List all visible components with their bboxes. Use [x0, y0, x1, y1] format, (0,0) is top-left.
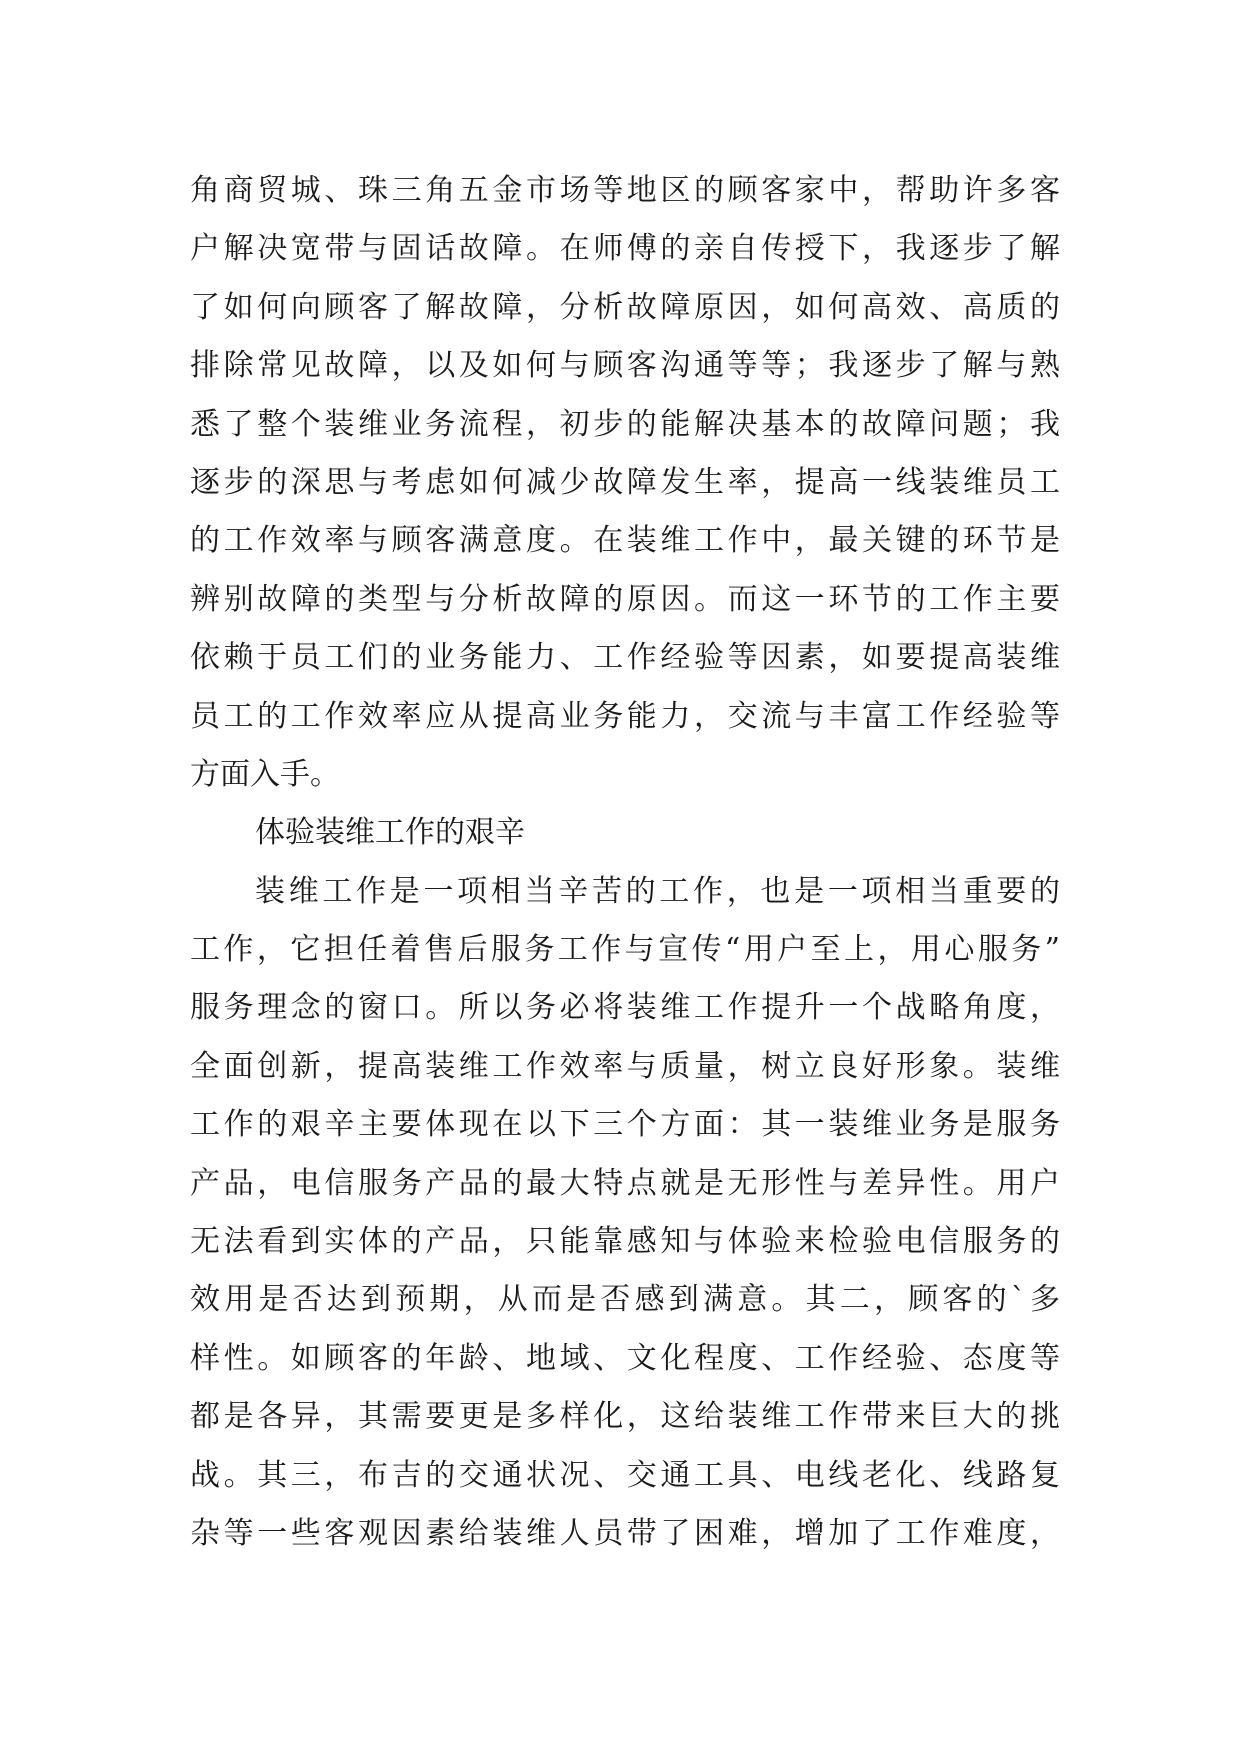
text-line: 杂等一些客观因素给装维人员带了困难，增加了工作难度，: [190, 1515, 1060, 1551]
text-line: 全面创新，提高装维工作效率与质量，树立良好形象。装维: [190, 1048, 1060, 1084]
text-line: 工作的艰辛主要体现在以下三个方面：其一装维业务是服务: [190, 1107, 1060, 1143]
text-line: 了如何向顾客了解故障，分析故障原因，如何高效、高质的: [190, 289, 1060, 325]
text-line: 逐步的深思与考虑如何减少故障发生率，提高一线装维员工: [190, 464, 1060, 500]
text-line: 角商贸城、珠三角五金市场等地区的顾客家中，帮助许多客: [190, 173, 1060, 208]
text-line: 工作，它担任着售后服务工作与宣传“用户至上，用心服务”: [190, 932, 1060, 968]
text-line: 产品，电信服务产品的最大特点就是无形性与差异性。用户: [190, 1165, 1060, 1201]
text-line: 无法看到实体的产品，只能靠感知与体验来检验电信服务的: [190, 1224, 1060, 1260]
text-line: 方面入手。: [190, 756, 340, 792]
text-line: 样性。如顾客的年龄、地域、文化程度、工作经验、态度等: [190, 1340, 1060, 1376]
text-line: 效用是否达到预期，从而是否感到满意。其二，顾客的`多: [190, 1282, 1060, 1318]
text-line: 装维工作是一项相当辛苦的工作，也是一项相当重要的: [255, 873, 1060, 909]
text-line: 排除常见故障，以及如何与顾客沟通等等；我逐步了解与熟: [190, 348, 1060, 384]
text-line: 的工作效率与顾客满意度。在装维工作中，最关键的环节是: [190, 523, 1060, 559]
text-line: 户解决宽带与固话故障。在师傅的亲自传授下，我逐步了解: [190, 231, 1060, 267]
text-line: 悉了整个装维业务流程，初步的能解决基本的故障问题；我: [190, 406, 1060, 442]
text-line: 依赖于员工们的业务能力、工作经验等因素，如要提高装维: [190, 640, 1060, 676]
text-line: 服务理念的窗口。所以务必将装维工作提升一个战略角度，: [190, 990, 1060, 1026]
text-line: 员工的工作效率应从提高业务能力，交流与丰富工作经验等: [190, 698, 1060, 734]
section-heading: 体验装维工作的艰辛: [255, 815, 525, 851]
text-line: 都是各异，其需要更是多样化，这给装维工作带来巨大的挑: [190, 1399, 1060, 1435]
text-line: 战。其三，布吉的交通状况、交通工具、电线老化、线路复: [190, 1457, 1060, 1493]
text-line: 辨别故障的类型与分析故障的原因。而这一环节的工作主要: [190, 581, 1060, 617]
body-text: [190, 162, 1060, 1563]
